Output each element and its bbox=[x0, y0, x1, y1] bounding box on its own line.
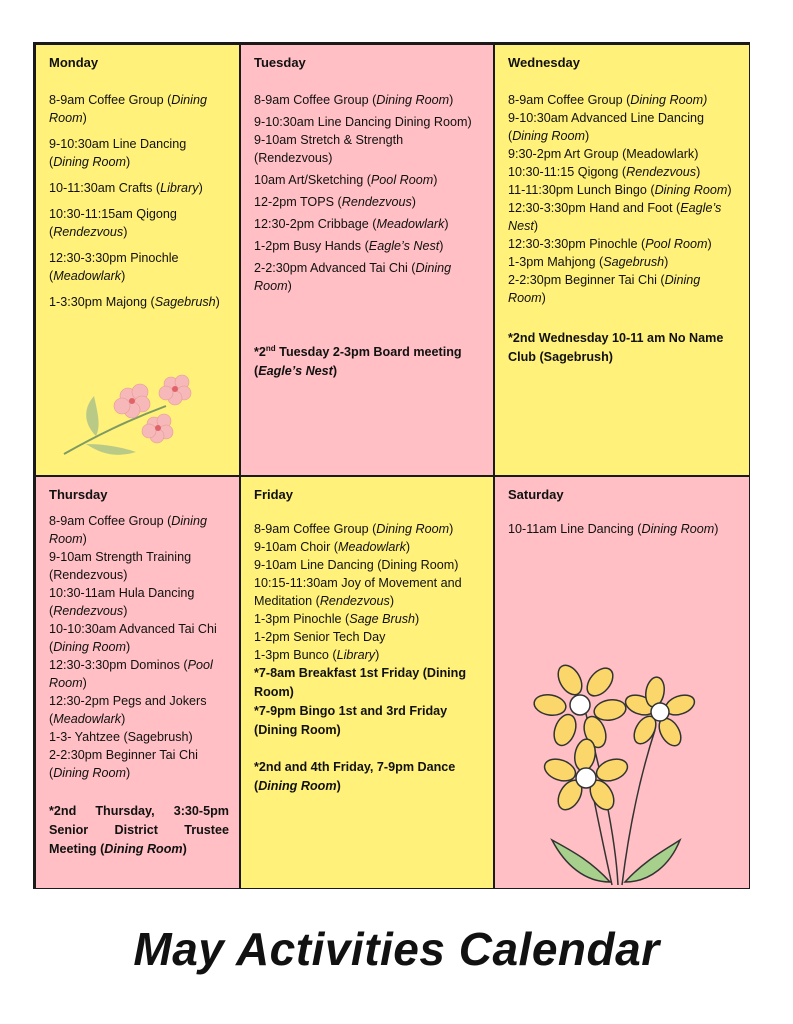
daisy-illustration bbox=[530, 660, 705, 890]
activity-entry bbox=[49, 620, 229, 656]
activity-close: ) bbox=[449, 522, 454, 536]
activity-close: ) bbox=[82, 111, 87, 125]
note-italic: Eagle’s Nest bbox=[258, 364, 333, 379]
activity-close: ) bbox=[714, 522, 719, 536]
activity-close: ) bbox=[123, 604, 128, 618]
activity-location: Dining Room bbox=[254, 261, 452, 293]
note-sup: nd bbox=[265, 344, 276, 353]
thursday-note bbox=[49, 802, 229, 859]
activity-text: 12-2pm TOPS ( bbox=[254, 195, 342, 209]
note-pre: *2 bbox=[254, 345, 266, 360]
activity-entry bbox=[49, 205, 229, 241]
activity-text: 10:30-11:15 Qigong ( bbox=[508, 165, 627, 179]
note-pre: *2nd and 4th Friday, 7-9pm Dance ( bbox=[254, 760, 456, 793]
activity-location: Rendezvous bbox=[53, 225, 124, 239]
activity-close: ) bbox=[541, 291, 546, 305]
activity-entry bbox=[254, 259, 483, 295]
activity-location: Dining Room bbox=[49, 93, 207, 125]
activity-text: 1-2pm Busy Hands ( bbox=[254, 239, 369, 253]
wednesday-cell bbox=[494, 44, 750, 476]
activity-entry bbox=[49, 656, 229, 692]
activity-close: ) bbox=[375, 648, 380, 662]
activity-text: 1-2pm Senior Tech Day bbox=[254, 630, 386, 644]
activity-close: ) bbox=[433, 173, 438, 187]
activity-entry bbox=[254, 215, 483, 233]
activity-entry bbox=[508, 181, 739, 199]
activity-close: ) bbox=[82, 532, 87, 546]
activity-location: Dining Room bbox=[376, 522, 450, 536]
note-end: ) bbox=[182, 842, 187, 856]
note-end: ) bbox=[336, 779, 341, 793]
day-label-tuesday: Tuesday bbox=[254, 55, 306, 70]
activity-close: ) bbox=[121, 712, 126, 726]
activity-close: ) bbox=[444, 217, 449, 231]
activity-location: Dining Room bbox=[53, 766, 126, 780]
activity-text: 10am Art/Sketching ( bbox=[254, 173, 371, 187]
activity-close: ) bbox=[121, 269, 126, 283]
activity-close: ) bbox=[439, 239, 444, 253]
activity-text: 1-3:30pm Majong ( bbox=[49, 295, 155, 309]
activity-entry bbox=[49, 512, 229, 548]
activity-entry bbox=[254, 520, 483, 538]
activity-text: 12:30-3:30pm Pinochle ( bbox=[508, 237, 646, 251]
activity-location: Meadowlark bbox=[376, 217, 445, 231]
activity-text: 10:15-11:30am Joy of Movement and Meditation ( bbox=[254, 576, 462, 608]
activity-close: ) bbox=[126, 155, 131, 169]
activity-entry bbox=[49, 293, 229, 311]
activity-location: Pool Room bbox=[370, 173, 434, 187]
activity-entry bbox=[49, 548, 229, 584]
activity-text: 12:30-2pm Pegs and Jokers ( bbox=[49, 694, 207, 726]
activity-text: 2-2:30pm Beginner Tai Chi ( bbox=[49, 748, 198, 780]
day-label-thursday: Thursday bbox=[49, 487, 108, 502]
activity-entry bbox=[49, 584, 229, 620]
activity-entry bbox=[49, 179, 229, 197]
activity-location: Eagle’s Nest bbox=[508, 201, 722, 233]
friday-note-1: *7-8am Breakfast 1st Friday (Dining Room) bbox=[254, 666, 467, 699]
activity-close: ) bbox=[126, 640, 131, 654]
activity-location: Dining Room bbox=[512, 129, 585, 143]
activity-location: Sagebrush bbox=[603, 255, 665, 269]
activity-entry bbox=[254, 171, 483, 189]
activity-text: 9-10am Line Dancing (Dining Room) bbox=[254, 558, 459, 572]
activity-location: Rendezvous bbox=[53, 604, 124, 618]
activity-close: ) bbox=[126, 766, 131, 780]
tuesday-note bbox=[254, 339, 483, 381]
note-italic: Dining Room bbox=[104, 842, 183, 856]
activity-text: 1-3- Yahtzee (Sagebrush) bbox=[49, 730, 193, 744]
activity-text: 12:30-3:30pm Hand and Foot ( bbox=[508, 201, 681, 215]
activity-location: Rendezvous bbox=[341, 195, 412, 209]
activity-location: Meadowlark bbox=[53, 269, 122, 283]
monday-entries bbox=[49, 91, 229, 311]
activity-entry bbox=[508, 145, 739, 163]
activity-entry bbox=[508, 271, 739, 307]
activity-location: Sagebrush bbox=[154, 295, 216, 309]
activity-entry bbox=[508, 199, 739, 235]
activity-location: Dining Room bbox=[53, 640, 126, 654]
cherry-blossom-illustration bbox=[56, 366, 216, 466]
activity-text: 10-11am Line Dancing ( bbox=[508, 522, 642, 536]
activity-location: Dining Room) bbox=[630, 93, 708, 107]
activity-text: 10-11:30am Crafts ( bbox=[49, 181, 161, 195]
day-label-saturday: Saturday bbox=[508, 487, 564, 502]
activity-entry bbox=[254, 646, 483, 664]
activity-text: 9-10:30am Line Dancing ( bbox=[49, 137, 187, 169]
activity-entry bbox=[49, 692, 229, 728]
day-label-friday: Friday bbox=[254, 487, 294, 502]
activity-text: 9-10:30am Line Dancing Dining Room) 9-10am Stretch & Strength (Rendezvous) bbox=[254, 115, 472, 165]
activity-close: ) bbox=[727, 183, 732, 197]
activity-text: 1-3pm Mahjong ( bbox=[508, 255, 604, 269]
activity-close: ) bbox=[707, 237, 712, 251]
activity-close: ) bbox=[123, 225, 128, 239]
activity-entry bbox=[254, 91, 483, 109]
activity-entry bbox=[254, 610, 483, 628]
activity-text: 8-9am Coffee Group ( bbox=[49, 514, 172, 528]
activity-location: Dining Room bbox=[654, 183, 728, 197]
activity-text: 10-10:30am Advanced Tai Chi ( bbox=[49, 622, 217, 654]
activity-text: 12:30-3:30pm Dominos ( bbox=[49, 658, 188, 672]
activity-entry bbox=[254, 556, 483, 574]
page-title: May Activities Calendar bbox=[133, 923, 660, 975]
activity-location: Meadowlark bbox=[53, 712, 122, 726]
activity-location: Pool Room bbox=[645, 237, 708, 251]
activity-close: ) bbox=[696, 165, 701, 179]
activity-entry bbox=[254, 574, 483, 610]
note-end: ) bbox=[332, 364, 338, 379]
activity-entry bbox=[49, 746, 229, 782]
activity-entry bbox=[508, 520, 739, 538]
activity-entry bbox=[49, 91, 229, 127]
activity-text: 8-9am Coffee Group ( bbox=[254, 93, 377, 107]
activity-text: 2-2:30pm Beginner Tai Chi ( bbox=[508, 273, 665, 287]
activity-close: ) bbox=[82, 676, 87, 690]
activity-location: Dining Room bbox=[49, 514, 207, 546]
activity-text: 9-10am Strength Training (Rendezvous) bbox=[49, 550, 192, 582]
activity-close: ) bbox=[215, 295, 220, 309]
activity-location: Library bbox=[160, 181, 199, 195]
activity-location: Sage Brush bbox=[349, 612, 416, 626]
activity-text: 9-10:30am Advanced Line Dancing ( bbox=[508, 111, 705, 143]
activity-entry bbox=[254, 237, 483, 255]
activity-entry bbox=[508, 91, 739, 109]
day-label-wednesday: Wednesday bbox=[508, 55, 581, 70]
activity-close: ) bbox=[664, 255, 669, 269]
activity-text: 8-9am Coffee Group ( bbox=[49, 93, 172, 107]
activity-entry bbox=[254, 538, 483, 556]
activity-location: Rendezvous bbox=[319, 594, 390, 608]
activity-text: 12:30-2pm Cribbage ( bbox=[254, 217, 377, 231]
activity-location: Dining Room bbox=[376, 93, 450, 107]
wednesday-note: *2nd Wednesday 10-11 am No Name Club (Sagebrush) bbox=[508, 331, 724, 364]
activity-entry bbox=[49, 728, 229, 746]
activity-close: ) bbox=[585, 129, 590, 143]
activity-location: Dining Room bbox=[508, 273, 701, 305]
activity-entry bbox=[49, 249, 229, 285]
activity-location: Dining Room bbox=[53, 155, 126, 169]
activity-close: ) bbox=[198, 181, 203, 195]
wednesday-entries bbox=[508, 91, 739, 307]
tuesday-entries bbox=[254, 91, 483, 295]
day-label-monday: Monday bbox=[49, 55, 99, 70]
activity-location: Meadowlark bbox=[338, 540, 406, 554]
activity-location: Pool Room bbox=[49, 658, 213, 690]
thursday-cell bbox=[35, 476, 240, 889]
activity-text: 8-9am Coffee Group ( bbox=[508, 93, 631, 107]
thursday-entries bbox=[49, 512, 229, 782]
activity-text: 12:30-3:30pm Pinochle ( bbox=[49, 251, 179, 283]
activity-text: 10:30-11:15am Qigong ( bbox=[49, 207, 177, 239]
activity-entry bbox=[508, 109, 739, 145]
activity-text: 9-10am Choir ( bbox=[254, 540, 338, 554]
activity-text: 1-3pm Bunco ( bbox=[254, 648, 337, 662]
activity-entry bbox=[508, 235, 739, 253]
activity-close: ) bbox=[533, 219, 539, 233]
note-post: Tuesday 2-3pm Board meeting ( bbox=[254, 345, 462, 379]
activity-location: Library bbox=[336, 648, 376, 662]
activity-close: ) bbox=[287, 279, 292, 293]
note-italic: Dining Room bbox=[258, 779, 337, 793]
activity-entry bbox=[508, 163, 739, 181]
friday-cell bbox=[240, 476, 494, 889]
activity-location: Dining Room bbox=[641, 522, 715, 536]
activity-entry bbox=[254, 113, 483, 167]
activity-text: 10:30-11am Hula Dancing ( bbox=[49, 586, 195, 618]
activity-close: ) bbox=[405, 540, 411, 554]
activity-text: 11-11:30pm Lunch Bingo ( bbox=[508, 183, 655, 197]
activity-entry bbox=[49, 135, 229, 171]
friday-entries bbox=[254, 520, 483, 664]
saturday-entries bbox=[508, 520, 739, 538]
activity-text: 9:30-2pm Art Group (Meadowlark) bbox=[508, 147, 699, 161]
note-pre: *2nd Thursday, 3:30-5pm Senior District Trustee Meeting ( bbox=[49, 804, 229, 856]
activity-close: ) bbox=[415, 612, 420, 626]
tuesday-cell bbox=[240, 44, 494, 476]
activity-entry bbox=[254, 628, 483, 646]
activity-location: Eagle’s Nest bbox=[368, 239, 440, 253]
activity-close: ) bbox=[449, 93, 454, 107]
activity-close: ) bbox=[411, 195, 416, 209]
activity-text: 1-3pm Pinochle ( bbox=[254, 612, 350, 626]
friday-note-2: *7-9pm Bingo 1st and 3rd Friday (Dining Room) bbox=[254, 704, 448, 737]
activity-close: ) bbox=[389, 594, 395, 608]
activity-entry bbox=[508, 253, 739, 271]
activity-text: 2-2:30pm Advanced Tai Chi ( bbox=[254, 261, 416, 275]
friday-note-3 bbox=[254, 758, 483, 796]
activity-location: Rendezvous bbox=[626, 165, 697, 179]
activity-entry bbox=[254, 193, 483, 211]
activity-text: 8-9am Coffee Group ( bbox=[254, 522, 377, 536]
